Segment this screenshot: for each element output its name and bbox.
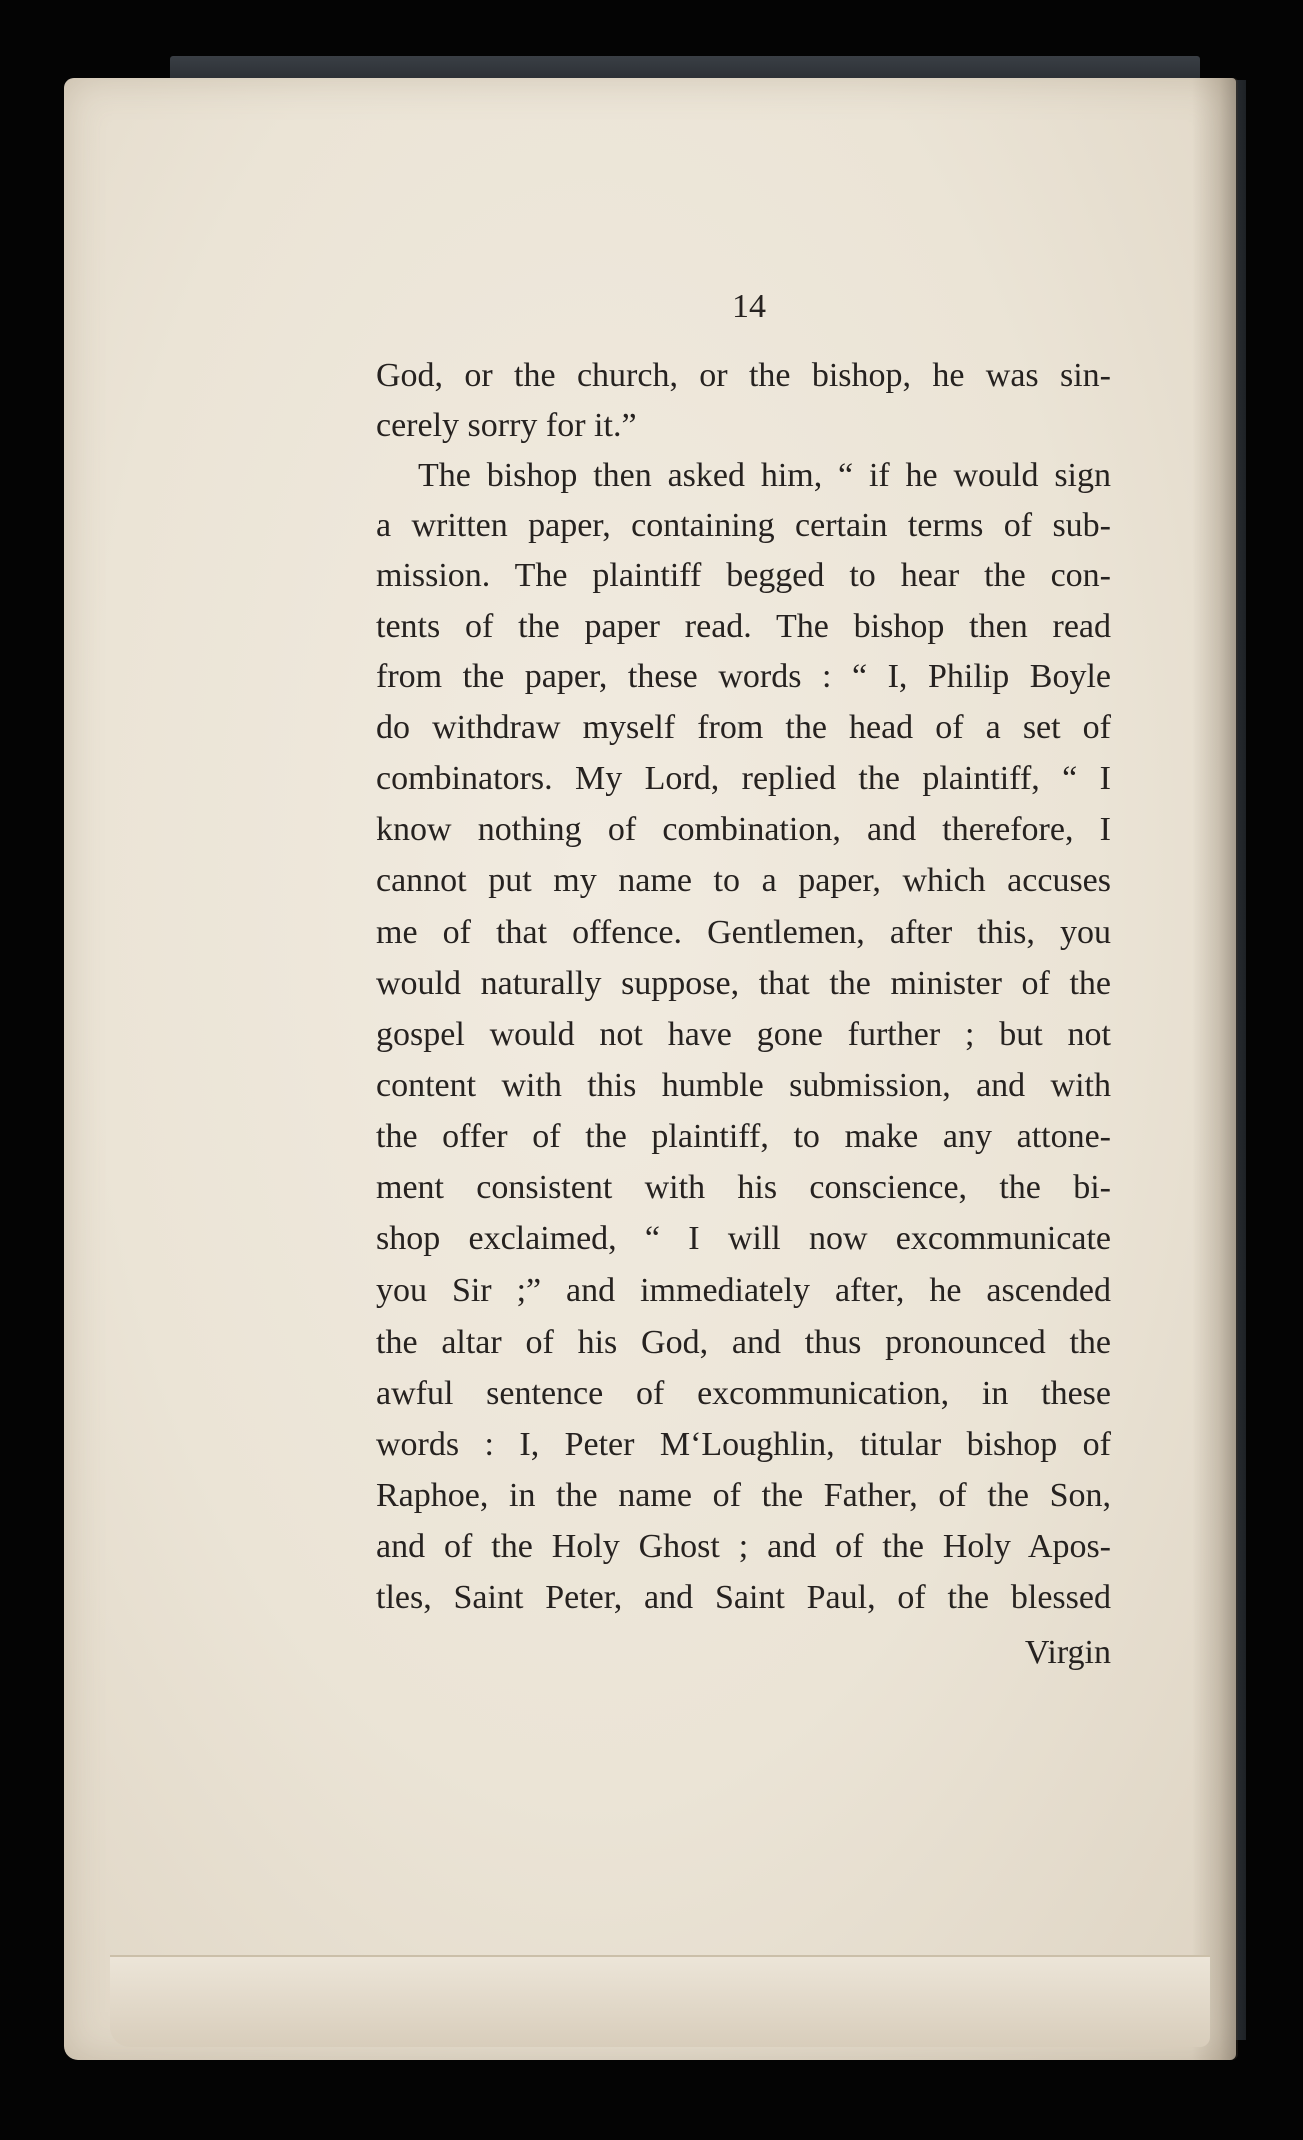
text-line: Raphoe, in the name of the Father, of the Son, — [376, 1477, 1111, 1514]
text-line: tents of the paper read. The bishop then read — [376, 608, 1111, 645]
text-line: would naturally suppose, that the minister of the — [376, 965, 1111, 1002]
page-number: 14 — [732, 288, 766, 325]
text-line: words : I, Peter M‘Loughlin, titular bishop of — [376, 1426, 1111, 1463]
text-line: do withdraw myself from the head of a set of — [376, 709, 1111, 746]
text-line: the altar of his God, and thus pronounced the — [376, 1324, 1111, 1361]
text-line: from the paper, these words : “ I, Philip Boyle — [376, 658, 1111, 695]
text-line: God, or the church, or the bishop, he was sin- — [376, 357, 1111, 394]
text-line: cannot put my name to a paper, which accuses — [376, 862, 1111, 899]
text-line: mission. The plaintiff begged to hear the con- — [376, 557, 1111, 594]
page-gutter-shadow — [1192, 78, 1238, 2060]
text-line: The bishop then asked him, “ if he would sign — [418, 457, 1111, 494]
text-line: know nothing of combination, and therefore, I — [376, 811, 1111, 848]
text-line: content with this humble submission, and with — [376, 1067, 1111, 1104]
catchword: Virgin — [1024, 1634, 1111, 1671]
text-line: me of that offence. Gentlemen, after this, you — [376, 914, 1111, 951]
text-line: and of the Holy Ghost ; and of the Holy Apos- — [376, 1528, 1111, 1565]
page-bottom-edges — [110, 1955, 1210, 2047]
text-line: awful sentence of excommunication, in these — [376, 1375, 1111, 1412]
text-line: combinators. My Lord, replied the plaintiff, “ I — [376, 760, 1111, 797]
text-line: a written paper, containing certain terms of sub- — [376, 507, 1111, 544]
text-line: you Sir ;” and immediately after, he ascended — [376, 1272, 1111, 1309]
text-line: tles, Saint Peter, and Saint Paul, of the blessed — [376, 1579, 1111, 1616]
text-line: ment consistent with his conscience, the bi- — [376, 1169, 1111, 1206]
text-line: shop exclaimed, “ I will now excommunicate — [376, 1220, 1111, 1257]
text-line: gospel would not have gone further ; but not — [376, 1016, 1111, 1053]
text-line: cerely sorry for it.” — [376, 407, 637, 444]
text-line: the offer of the plaintiff, to make any attone- — [376, 1118, 1111, 1155]
